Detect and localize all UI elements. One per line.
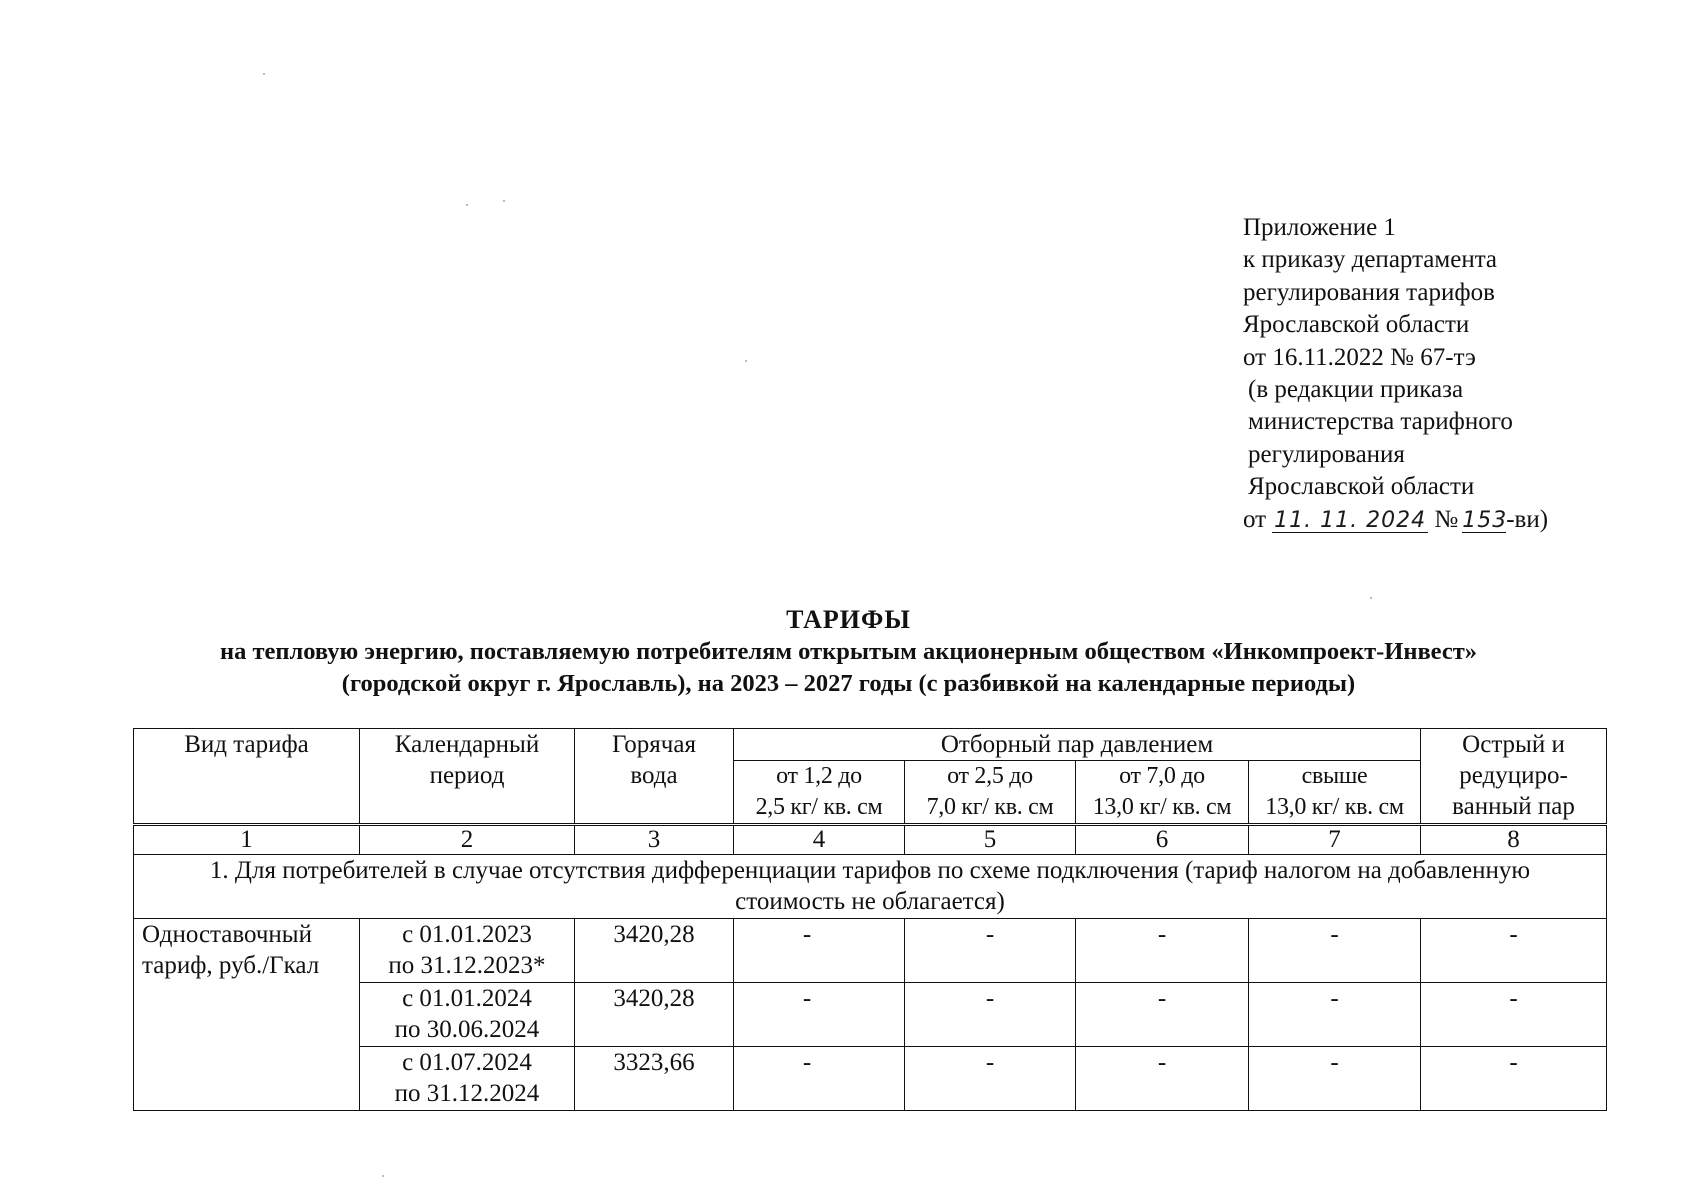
scan-speck: [466, 204, 468, 206]
sharp-steam-value: [1421, 983, 1607, 1047]
handwritten-date: 11. 11. 2024: [1272, 510, 1428, 533]
dash: -: [802, 985, 812, 1012]
column-number: 2: [360, 825, 575, 855]
tariff-label: [134, 919, 360, 1111]
steam-4-value: [1249, 919, 1421, 983]
column-number: 8: [1421, 825, 1607, 855]
header-sharp-line: редуциро-: [1459, 762, 1568, 789]
column-number: 4: [734, 825, 905, 855]
header-hot-water: [575, 729, 734, 825]
header-sharp-line: ванный пар: [1452, 793, 1575, 820]
hot-water-value: 3323,66: [575, 1047, 734, 1111]
hot-water-value: 3420,28: [575, 919, 734, 983]
period-start: с 01.01.2023: [402, 921, 532, 948]
hot-water-value: 3420,28: [575, 983, 734, 1047]
appendix-prefix: от: [1243, 505, 1267, 533]
header-steam-line: от 7,0 до: [1119, 763, 1205, 789]
handwritten-number: 153: [1462, 507, 1508, 533]
header-steam-1: [734, 761, 905, 825]
appendix-line: министерства тарифного: [1248, 408, 1513, 436]
appendix-line: регулирования тарифов: [1243, 278, 1495, 306]
dash: -: [1330, 985, 1339, 1012]
header-steam-3: [1076, 761, 1249, 825]
section-title: 1. Для потребителей в случае отсутствия дифференциации тарифов по схеме подключения (тариф налогом на добавленную стоимость не облагается): [134, 855, 1607, 919]
dash: -: [1330, 921, 1339, 948]
dash: -: [802, 921, 812, 948]
period-start: с 01.01.2024: [402, 985, 532, 1012]
header-steam-line: от 1,2 до: [776, 763, 862, 789]
steam-3-value: [1076, 1047, 1249, 1111]
scan-speck: [382, 1175, 384, 1177]
sharp-steam-value: [1421, 1047, 1607, 1111]
header-steam-2: [905, 761, 1076, 825]
title-line-2: (городской округ г. Ярославль), на 2023 – 2027 годы (с разбивкой на календарные периоды): [341, 670, 1356, 697]
scan-speck: [263, 73, 265, 75]
section-row: [134, 855, 1607, 919]
scan-speck: [745, 360, 747, 362]
header-tariff-type: [134, 729, 360, 825]
appendix-line: регулирования: [1248, 440, 1405, 468]
sharp-steam-value: [1421, 919, 1607, 983]
tariffs-table: [133, 728, 1607, 1111]
steam-1-value: [734, 983, 905, 1047]
steam-3-value: [1076, 919, 1249, 983]
header-steam-line: 7,0 кг/ кв. см: [926, 794, 1054, 820]
dash: -: [985, 1049, 995, 1076]
header-period: [360, 729, 575, 825]
appendix-reference: [1243, 212, 1548, 536]
header-tariff-type-label: Вид тарифа: [184, 731, 309, 758]
dash: -: [1157, 985, 1167, 1012]
steam-2-value: [905, 1047, 1076, 1111]
tariff-label-line: Одноставочный: [142, 921, 312, 948]
appendix-line: (в редакции приказа: [1248, 376, 1464, 404]
period-cell: [360, 983, 575, 1047]
steam-2-value: [905, 983, 1076, 1047]
scan-speck: [1370, 597, 1372, 599]
dash: -: [985, 921, 995, 948]
period-end: по 31.12.2024: [394, 1080, 540, 1107]
steam-3-value: [1076, 983, 1249, 1047]
period-end: по 31.12.2023*: [388, 952, 546, 979]
period-start: с 01.07.2024: [402, 1049, 532, 1076]
appendix-line: Приложение 1: [1243, 214, 1396, 241]
appendix-signature-line: [1243, 504, 1548, 536]
dash: -: [1157, 921, 1167, 948]
column-number: 1: [134, 825, 360, 855]
dash: -: [1509, 985, 1518, 1012]
dash: -: [802, 1049, 812, 1076]
header-steam-line: 13,0 кг/ кв. см: [1092, 794, 1232, 820]
appendix-line: Ярославской области: [1243, 311, 1470, 339]
column-number: 3: [575, 825, 734, 855]
steam-4-value: [1249, 983, 1421, 1047]
period-cell: [360, 1047, 575, 1111]
appendix-line: от 16.11.2022 № 67-тэ: [1243, 343, 1476, 371]
title-line-1: на тепловую энергию, поставляемую потребителям открытым акционерным обществом «Инкомпроект-Инвест»: [219, 638, 1478, 665]
steam-2-value: [905, 919, 1076, 983]
dash: -: [1509, 921, 1518, 948]
header-period-line: Календарный: [394, 731, 540, 758]
header-steam-group-label: Отборный пар давлением: [940, 731, 1214, 758]
period-end: по 30.06.2024: [394, 1016, 540, 1043]
header-hot-water-line: Горячая: [612, 731, 696, 758]
header-sharp-steam: [1421, 729, 1607, 825]
header-steam-line: свыше: [1301, 763, 1368, 789]
column-number: 5: [905, 825, 1076, 855]
steam-4-value: [1249, 1047, 1421, 1111]
header-hot-water-line: вода: [630, 762, 678, 789]
header-steam-line: 2,5 кг/ кв. см: [755, 794, 883, 820]
header-period-line: период: [429, 762, 505, 789]
column-number: 6: [1076, 825, 1249, 855]
header-sharp-line: Острый и: [1462, 731, 1565, 758]
header-steam-4: [1249, 761, 1421, 825]
dash: -: [1157, 1049, 1167, 1076]
document-title: [0, 604, 1697, 700]
number-sign: №: [1434, 505, 1459, 533]
column-number: 7: [1249, 825, 1421, 855]
dash: -: [1330, 1049, 1339, 1076]
appendix-line: к приказу департамента: [1243, 246, 1498, 274]
header-steam-group: [734, 729, 1421, 761]
scan-speck: [503, 200, 505, 202]
dash: -: [985, 985, 995, 1012]
period-cell: [360, 919, 575, 983]
header-steam-line: 13,0 кг/ кв. см: [1265, 794, 1404, 820]
header-steam-line: от 2,5 до: [947, 763, 1033, 789]
dash: -: [1509, 1049, 1518, 1076]
column-number-row: [134, 825, 1607, 855]
tariff-label-line: тариф, руб./Гкал: [142, 952, 320, 979]
appendix-line: Ярославской области: [1248, 473, 1475, 501]
table-row: [134, 919, 1607, 983]
steam-1-value: [734, 919, 905, 983]
title-heading: ТАРИФЫ: [786, 605, 911, 634]
appendix-suffix: -ви): [1506, 505, 1549, 533]
header-row: [134, 729, 1607, 761]
steam-1-value: [734, 1047, 905, 1111]
